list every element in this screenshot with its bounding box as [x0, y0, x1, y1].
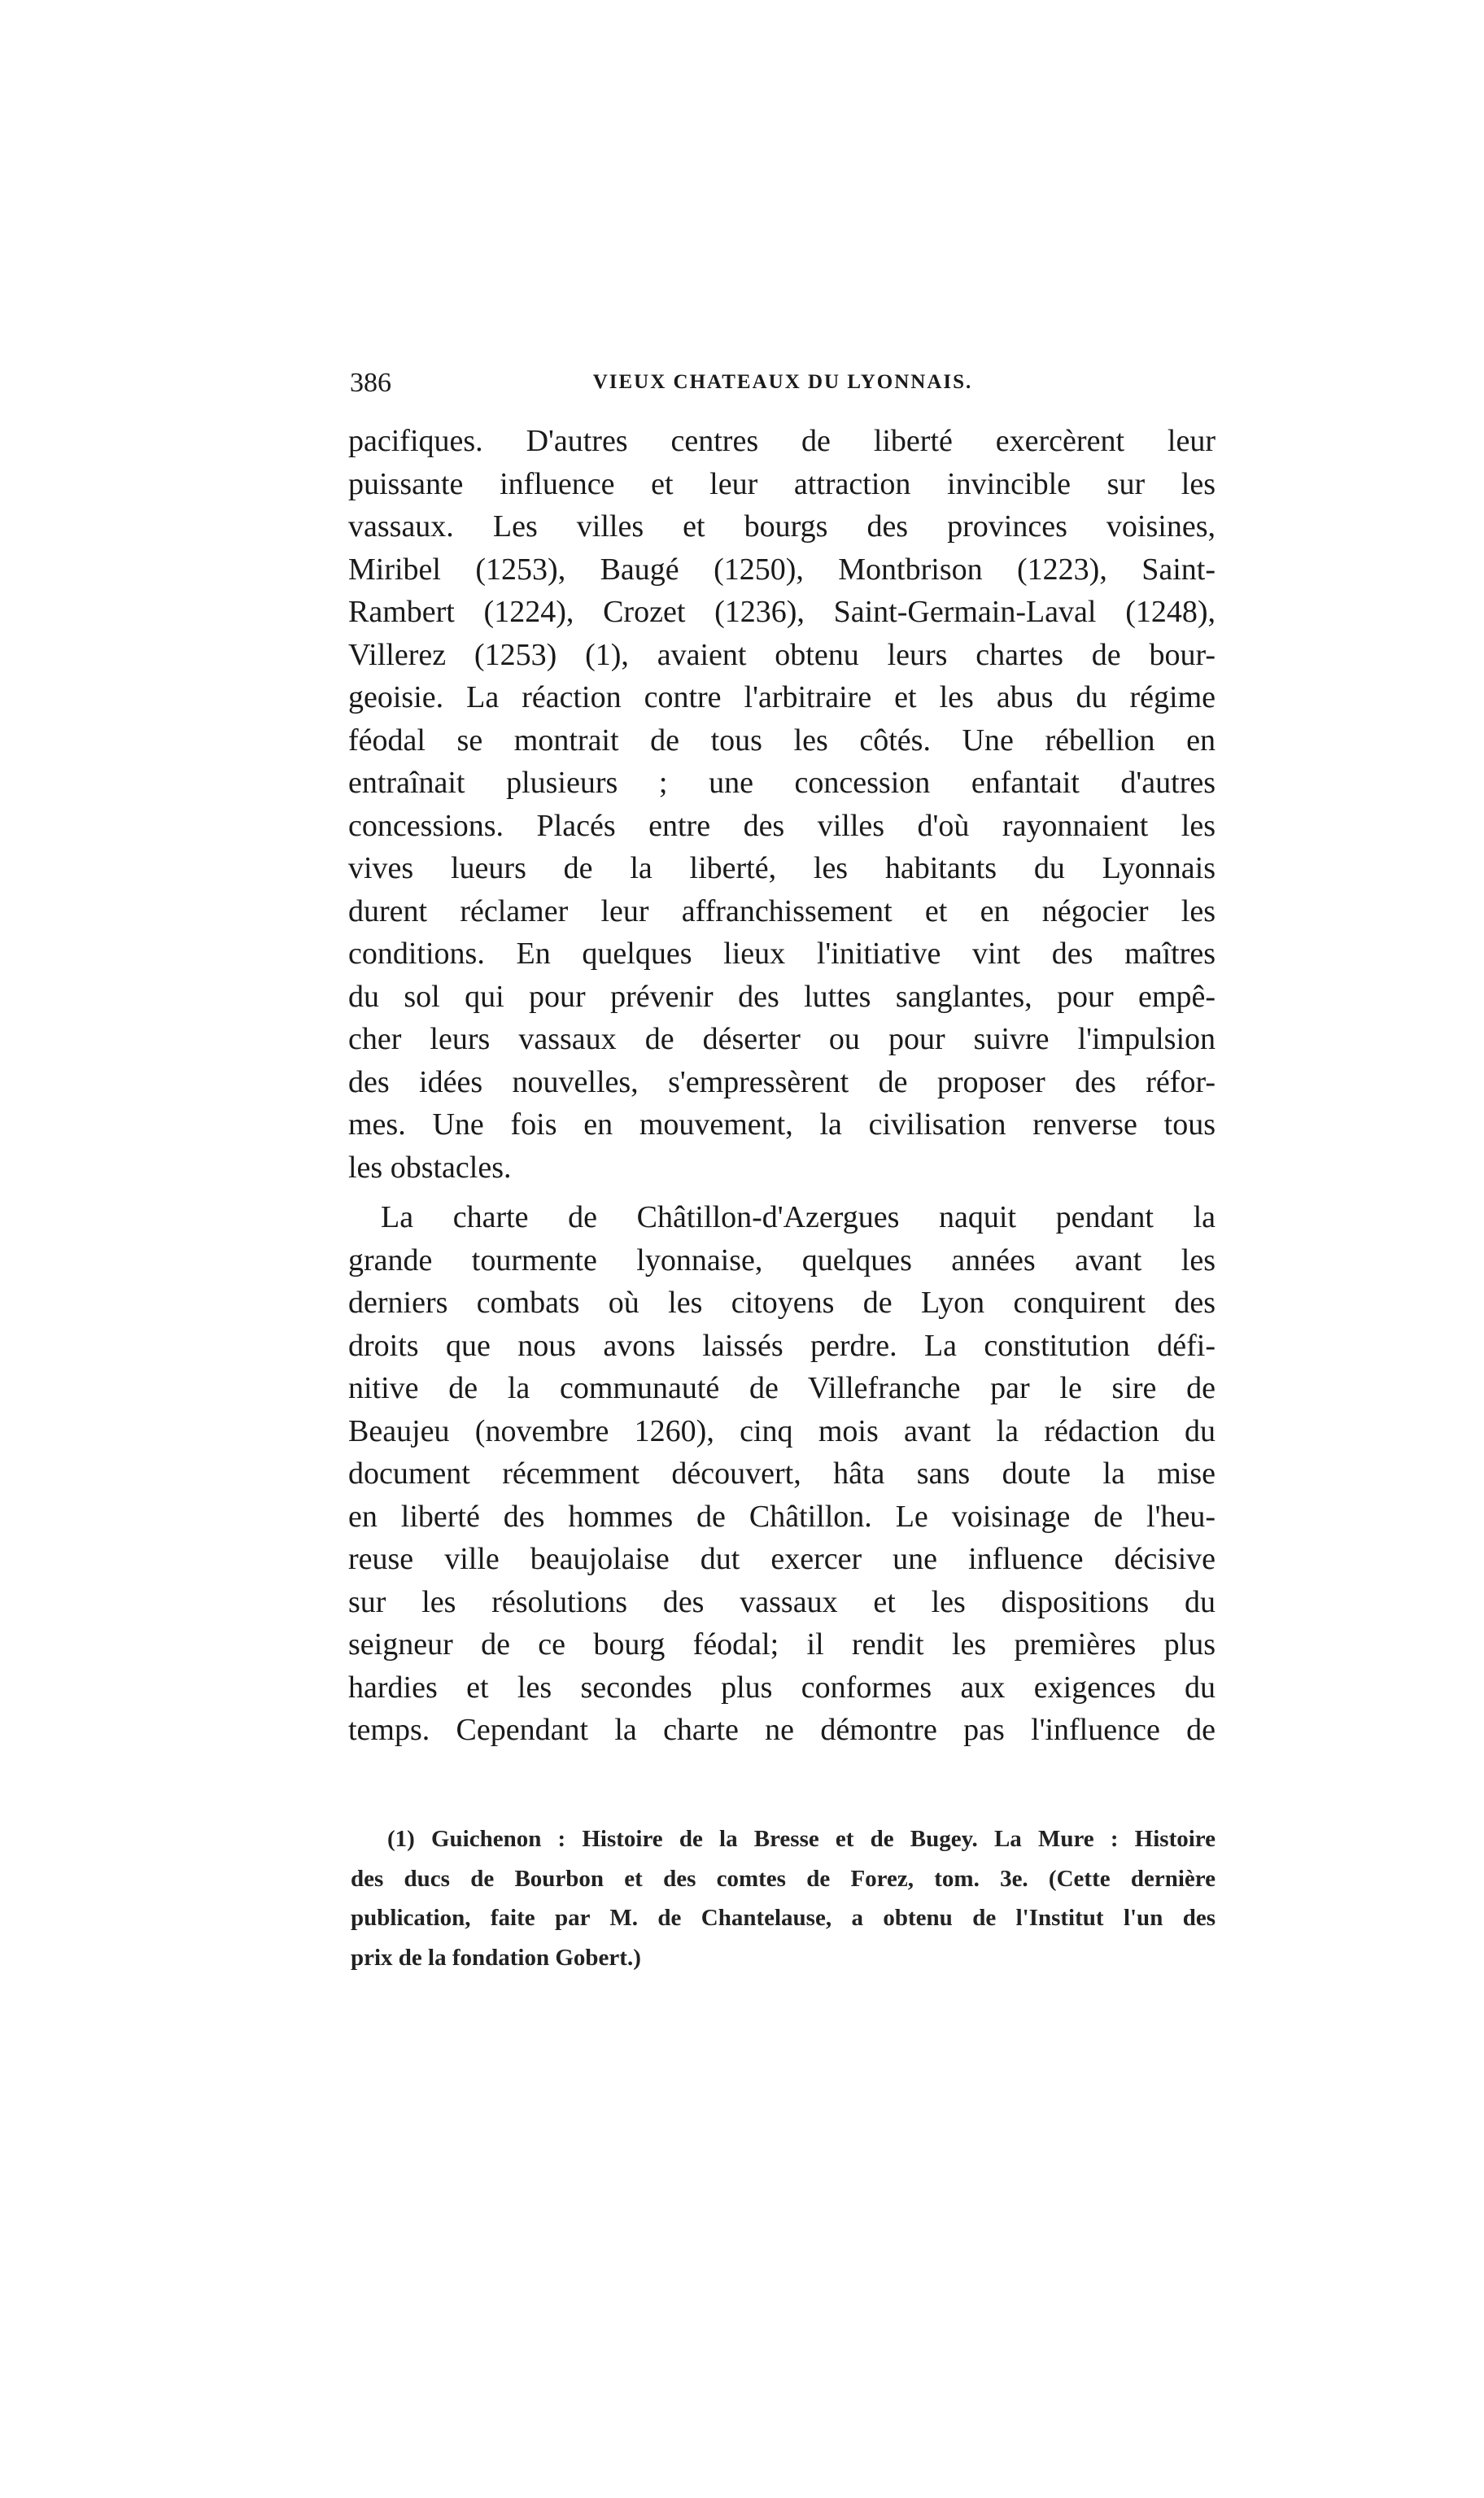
text-line: pacifiques. D'autres centres de liberté exercèrent leur [348, 424, 1216, 458]
text-line: Beaujeu (novembre 1260), cinq mois avant la rédaction du [348, 1413, 1216, 1448]
text-line: les obstacles. [348, 1150, 512, 1185]
text-line: conditions. En quelques lieux l'initiative vint des maîtres [348, 937, 1216, 971]
text-line: des idées nouvelles, s'empressèrent de proposer des réfor- [348, 1064, 1216, 1099]
text-line: droits que nous avons laissés perdre. La constitution défi- [348, 1328, 1216, 1363]
page-header [350, 368, 1216, 400]
text-line: Miribel (1253), Baugé (1250), Montbrison (1223), Saint- [348, 552, 1216, 587]
text-line: puissante influence et leur attraction invincible sur les [348, 466, 1216, 501]
text-line: seigneur de ce bourg féodal; il rendit les premières plus [348, 1627, 1216, 1662]
running-title: VIEUX CHATEAUX DU LYONNAIS. [592, 371, 973, 393]
text-line: nitive de la communauté de Villefranche par le sire de [348, 1371, 1216, 1405]
text-line: en liberté des hommes de Châtillon. Le voisinage de l'heu- [348, 1499, 1216, 1534]
text-line: mes. Une fois en mouvement, la civilisation renverse tous [348, 1107, 1216, 1142]
text-line: reuse ville beaujolaise dut exercer une influence décisive [348, 1542, 1216, 1576]
text-line: Villerez (1253) (1), avaient obtenu leurs chartes de bour- [348, 637, 1216, 672]
footnote-line: publication, faite par M. de Chantelause, a obtenu de l'Institut l'un des [351, 1905, 1216, 1931]
text-line: durent réclamer leur affranchissement et en négocier les [348, 893, 1216, 928]
text-line: vives lueurs de la liberté, les habitants du Lyonnais [348, 851, 1216, 885]
text-line: concessions. Placés entre des villes d'où rayonnaient les [348, 808, 1216, 843]
text-line: derniers combats où les citoyens de Lyon conquirent des [348, 1286, 1216, 1320]
text-line: sur les résolutions des vassaux et les dispositions du [348, 1584, 1216, 1619]
text-line: hardies et les secondes plus conformes aux exigences du [348, 1670, 1216, 1705]
text-line: du sol qui pour prévenir des luttes sanglantes, pour empê- [348, 979, 1216, 1014]
text-line: Rambert (1224), Crozet (1236), Saint-Germain-Laval (1248), [348, 595, 1216, 629]
paragraph-gap [348, 1189, 1216, 1196]
text-line: vassaux. Les villes et bourgs des provinces voisines, [348, 509, 1216, 544]
body-text [348, 420, 1216, 1752]
page-number: 386 [350, 368, 391, 398]
text-line: cher leurs vassaux de déserter ou pour suivre l'impulsion [348, 1022, 1216, 1056]
text-line: document récemment découvert, hâta sans doute la mise [348, 1456, 1216, 1491]
footnote-line: prix de la fondation Gobert.) [351, 1944, 641, 1971]
text-line: grande tourmente lyonnaise, quelques années avant les [348, 1242, 1216, 1277]
text-line: geoisie. La réaction contre l'arbitraire et les abus du régime [348, 680, 1216, 714]
footnote [351, 1819, 1216, 1977]
footnote-line: des ducs de Bourbon et des comtes de Forez, tom. 3e. (Cette dernière [351, 1865, 1216, 1892]
text-line: féodal se montrait de tous les côtés. Une rébellion en [348, 723, 1216, 758]
text-line: La charte de Châtillon-d'Azergues naquit pendant la [381, 1200, 1216, 1234]
text-line: entraînait plusieurs ; une concession enfantait d'autres [348, 766, 1216, 800]
footnote-line: (1) Guichenon : Histoire de la Bresse et de Bugey. La Mure : Histoire [387, 1826, 1216, 1852]
text-line: temps. Cependant la charte ne démontre pas l'influence de [348, 1713, 1216, 1747]
